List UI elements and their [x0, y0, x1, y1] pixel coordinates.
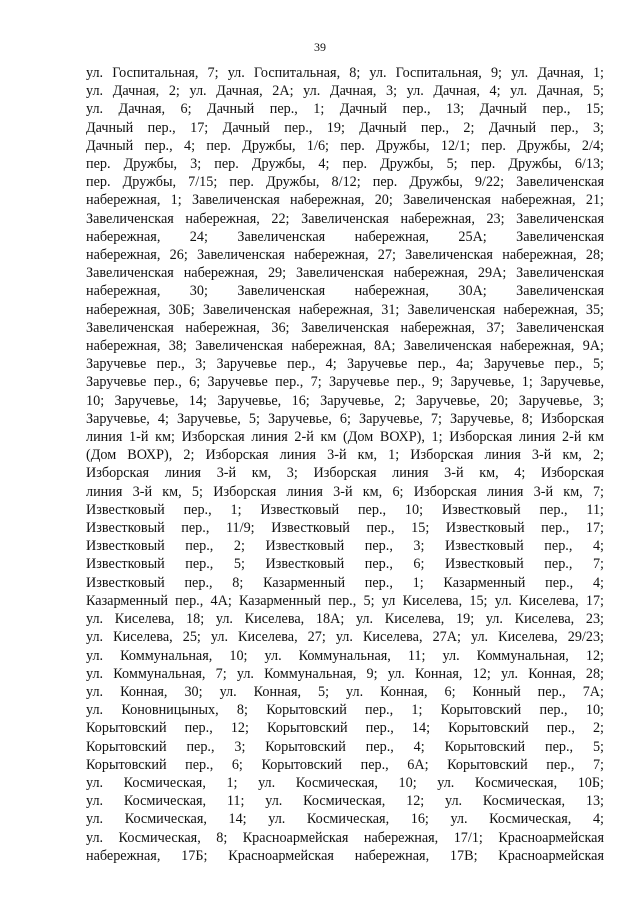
text-line: Завеличенская набережная, 36; Завеличенская набережная, 37; Завеличенская	[86, 319, 604, 336]
text-line: Дачный пер., 4; пер. Дружбы, 1/6; пер. Дружбы, 12/1; пер. Дружбы, 2/4;	[86, 137, 604, 154]
text-line: ул. Космическая, 8; Красноармейская набережная, 17/1; Красноармейская	[86, 829, 604, 846]
text-line: ул. Космическая, 1; ул. Космическая, 10; ул. Космическая, 10Б;	[86, 774, 604, 791]
text-line: Заручевье, 4; Заручевье, 5; Заручевье, 6; Заручевье, 7; Заручевье, 8; Изборская	[86, 410, 604, 427]
text-line: ул. Киселева, 25; ул. Киселева, 27; ул. Киселева, 27А; ул. Киселева, 29/23;	[86, 629, 604, 646]
text-line: набережная, 30Б; Завеличенская набережная, 31; Завеличенская набережная, 35;	[86, 301, 604, 318]
text-line: набережная, 1; Завеличенская набережная, 20; Завеличенская набережная, 21;	[86, 192, 604, 209]
page-number: 39	[314, 40, 326, 54]
text-line: Корытовский пер., 12; Корытовский пер., 14; Корытовский пер., 2;	[86, 720, 604, 737]
address-list-paragraph	[86, 64, 604, 865]
text-line: набережная, 26; Завеличенская набережная, 27; Завеличенская набережная, 28;	[86, 247, 604, 264]
text-line: (Дом ВОХР), 2; Изборская линия 3-й км, 1; Изборская линия 3-й км, 2;	[86, 447, 604, 464]
text-line: Известковый пер., 11/9; Известковый пер., 15; Известковый пер., 17;	[86, 520, 604, 537]
text-line: Корытовский пер., 6; Корытовский пер., 6А; Корытовский пер., 7;	[86, 756, 604, 773]
text-line: Дачный пер., 17; Дачный пер., 19; Дачный пер., 2; Дачный пер., 3;	[86, 119, 604, 136]
text-line: Заручевье пер., 3; Заручевье пер., 4; Заручевье пер., 4а; Заручевье пер., 5;	[86, 356, 604, 373]
text-line: набережная, 17Б; Красноармейская набережная, 17В; Красноармейская	[86, 847, 604, 864]
text-line: Известковый пер., 8; Казарменный пер., 1; Казарменный пер., 4;	[86, 574, 604, 591]
text-line: ул. Космическая, 11; ул. Космическая, 12; ул. Космическая, 13;	[86, 793, 604, 810]
text-line: ул. Дачная, 2; ул. Дачная, 2А; ул. Дачная, 3; ул. Дачная, 4; ул. Дачная, 5;	[86, 83, 604, 100]
text-line: Известковый пер., 2; Известковый пер., 3; Известковый пер., 4;	[86, 538, 604, 555]
text-line: Известковый пер., 1; Известковый пер., 10; Известковый пер., 11;	[86, 501, 604, 518]
text-line: ул. Госпитальная, 7; ул. Госпитальная, 8; ул. Госпитальная, 9; ул. Дачная, 1;	[86, 65, 604, 81]
text-line: набережная, 30; Завеличенская набережная, 30А; Завеличенская	[86, 283, 604, 300]
text-line: линия 3-й км, 5; Изборская линия 3-й км, 6; Изборская линия 3-й км, 7;	[86, 483, 604, 500]
text-line: пер. Дружбы, 7/15; пер. Дружбы, 8/12; пер. Дружбы, 9/22; Завеличенская	[86, 174, 604, 191]
text-line: набережная, 24; Завеличенская набережная, 25А; Завеличенская	[86, 228, 604, 245]
text-line: ул. Конная, 30; ул. Конная, 5; ул. Конная, 6; Конный пер., 7А;	[86, 683, 604, 700]
text-line: Заручевье пер., 6; Заручевье пер., 7; Заручевье пер., 9; Заручевье, 1; Заручевье,	[86, 374, 604, 391]
text-line: ул. Коммунальная, 10; ул. Коммунальная, 11; ул. Коммунальная, 12;	[86, 647, 604, 664]
text-line: Казарменный пер., 4А; Казарменный пер., 5; ул Киселева, 15; ул. Киселева, 17;	[86, 592, 604, 609]
text-line: Завеличенская набережная, 22; Завеличенская набережная, 23; Завеличенская	[86, 210, 604, 227]
text-line: набережная, 38; Завеличенская набережная, 8А; Завеличенская набережная, 9А;	[86, 338, 604, 355]
text-line: Изборская линия 3-й км, 3; Изборская линия 3-й км, 4; Изборская	[86, 465, 604, 482]
text-line: пер. Дружбы, 3; пер. Дружбы, 4; пер. Дружбы, 5; пер. Дружбы, 6/13;	[86, 156, 604, 173]
text-line: ул. Коммунальная, 7; ул. Коммунальная, 9; ул. Конная, 12; ул. Конная, 28;	[86, 665, 604, 682]
text-line: линия 1-й км; Изборская линия 2-й км (Дом ВОХР), 1; Изборская линия 2-й км	[86, 429, 604, 446]
text-line: ул. Киселева, 18; ул. Киселева, 18А; ул. Киселева, 19; ул. Киселева, 23;	[86, 611, 604, 628]
text-line: ул. Коновницыных, 8; Корытовский пер., 1; Корытовский пер., 10;	[86, 702, 604, 719]
text-line: 10; Заручевье, 14; Заручевье, 16; Заручевье, 2; Заручевье, 20; Заручевье, 3;	[86, 392, 604, 409]
text-line: ул. Дачная, 6; Дачный пер., 1; Дачный пер., 13; Дачный пер., 15;	[86, 101, 604, 118]
text-line: Корытовский пер., 3; Корытовский пер., 4; Корытовский пер., 5;	[86, 738, 604, 755]
text-line: Известковый пер., 5; Известковый пер., 6; Известковый пер., 7;	[86, 556, 604, 573]
text-line: Завеличенская набережная, 29; Завеличенская набережная, 29А; Завеличенская	[86, 265, 604, 282]
text-line: ул. Космическая, 14; ул. Космическая, 16; ул. Космическая, 4;	[86, 811, 604, 828]
